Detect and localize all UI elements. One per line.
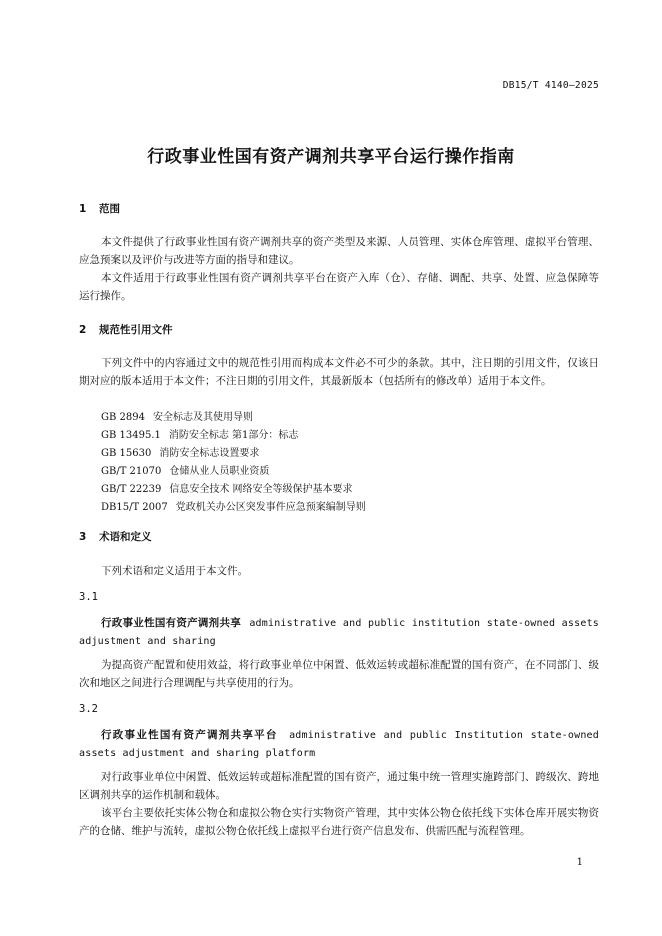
term-en: administrative and public institution state-owned assets adjustment and sharing (79, 618, 600, 647)
standard-code: DB15/T 4140—2025 (502, 80, 599, 91)
reference-item (101, 498, 366, 513)
reference-title: 信息安全技术 网络安全等级保护基本要求 (169, 484, 353, 495)
reference-title: 党政机关办公区突发事件应急预案编制导则 (175, 502, 366, 513)
reference-code: GB 15630 (101, 448, 152, 459)
normative-refs-intro: 下列文件中的内容通过文中的规范性引用而构成本文件必不可少的条款。其中，注日期的引用文件，仅该日期对应的版本适用于本文件；不注日期的引用文件，其最新版本（包括所有的修改单）适用于本文件。 (79, 357, 599, 388)
section-title: 规范性引用文件 (99, 324, 173, 336)
term-definition: 该平台主要依托实体公物仓和虚拟公物仓实行实物资产管理，其中实体公物仓依托线下实体仓库开展实物资产的仓储、维护与流转，虚拟公物仓依托线上虚拟平台进行资产信息发布、供需匹配与流程管理。 (79, 807, 599, 838)
term-zh: 行政事业性国有资产调剂共享 (101, 617, 241, 629)
reference-title: 安全标志及其使用导则 (152, 412, 253, 423)
reference-title: 仓储从业人员职业资质 (169, 466, 270, 477)
terms-intro: 下列术语和定义适用于本文件。 (101, 565, 248, 577)
reference-item (101, 444, 259, 459)
section-heading-normative-refs (79, 322, 173, 337)
reference-item (101, 480, 353, 495)
reference-code: GB/T 21070 (101, 466, 162, 477)
term-heading (79, 726, 599, 763)
reference-code: GB 13495.1 (101, 430, 161, 441)
document-title: 行政事业性国有资产调剂共享平台运行操作指南 (147, 147, 515, 167)
term-zh: 行政事业性国有资产调剂共享平台 (101, 729, 278, 741)
term-number: 3.2 (79, 703, 98, 715)
term-number: 3.1 (79, 591, 98, 603)
reference-item (101, 408, 253, 423)
reference-item (101, 426, 298, 441)
term-en: administrative and public Institution state-owned assets adjustment and sharing platform (79, 730, 599, 759)
section-title: 术语和定义 (99, 531, 152, 543)
term-definition: 对行政事业单位中闲置、低效运转或超标准配置的国有资产，通过集中统一管理实施跨部门、跨级次、跨地区调剂共享的运作机制和载体。 (79, 771, 599, 802)
section-number: 3 (79, 531, 87, 543)
reference-code: DB15/T 2007 (101, 502, 168, 513)
term-definition: 为提高资产配置和使用效益，将行政事业单位中闲置、低效运转或超标准配置的国有资产，在不同部门、级次和地区之间进行合理调配与共享使用的行为。 (79, 659, 599, 690)
scope-paragraph-1: 本文件提供了行政事业性国有资产调剂共享的资产类型及来源、人员管理、实体仓库管理、虚拟平台管理、应急预案以及评价与改进等方面的指导和建议。 (79, 236, 599, 267)
section-heading-terms (79, 529, 152, 544)
reference-title: 消防安全标志 第1部分：标志 (168, 430, 299, 441)
reference-item (101, 462, 269, 477)
section-number: 1 (79, 203, 87, 215)
reference-title: 消防安全标志设置要求 (159, 448, 260, 459)
term-heading (79, 614, 599, 651)
scope-paragraph-2: 本文件适用于行政事业性国有资产调剂共享平台在资产入库（仓）、存储、调配、共享、处置、应急保障等运行操作。 (79, 272, 599, 303)
reference-code: GB 2894 (101, 412, 145, 423)
section-heading-scope (79, 201, 120, 216)
page-number: 1 (576, 857, 583, 868)
reference-code: GB/T 22239 (101, 484, 162, 495)
section-title: 范围 (99, 203, 120, 215)
section-number: 2 (79, 324, 87, 336)
